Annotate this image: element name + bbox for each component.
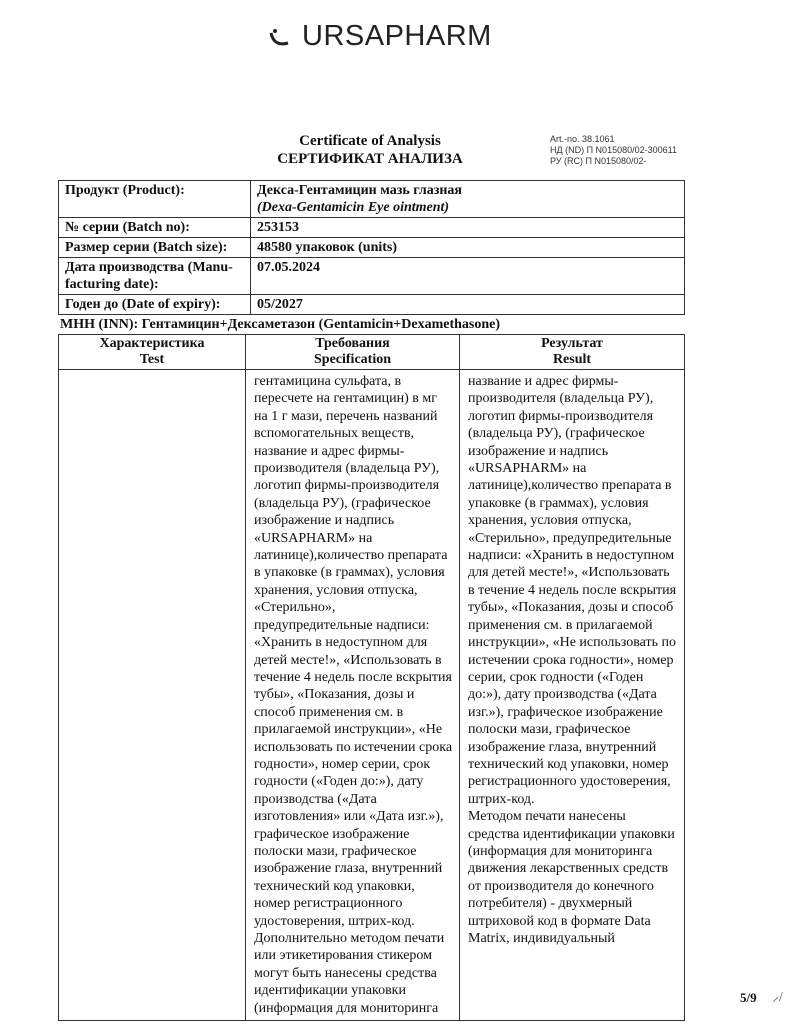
info-row-batch: [59, 218, 685, 238]
table-header: [59, 335, 685, 370]
header-en: Result: [552, 352, 592, 367]
document-title: [250, 132, 490, 168]
cell-test: [59, 370, 246, 1021]
info-value: 48580 упаковок (units): [251, 238, 685, 258]
cell-specification: гентамицина сульфата, в пересчете на гентамицин) в мг на 1 г мази, перечень названий вспомогательных веществ, название и адрес фирмы-производителя (владельца РУ), логотип фирмы-производителя (владельца РУ), (графическое изображение и надпись «URSAPHARM» на латинице),количество препарата в упаковке (в граммах), условия хранения, условия отпуска, «Стерильно», предупредительные надписи: «Хранить в недоступном для детей месте!», «Использовать в течение 4 недель после вскрытия тубы», «Показания, дозы и способ применения см. в прилагаемой инструкции», «Не использовать по истечении срока годности», номер серии, срок годности («Годен до:»), дату производства («Дата изготовления» или «Дата изг.»), графическое изображение полоски мази, графическое изображение глаза, внутренний технический код упаковки, номер регистрационного удостоверения, штрих-код. Дополнительно методом печати или этикетирования стикером могут быть нанесены средства идентификации упаковки (информация для мониторинга: [246, 370, 460, 1021]
article-number: Art.-no. 38.1061: [550, 134, 615, 144]
info-value: 07.05.2024: [251, 258, 685, 295]
info-row-expiry: [59, 295, 685, 315]
product-name-en: (Dexa-Gentamicin Eye ointment): [257, 200, 450, 215]
initials-mark-icon: ⸝/: [772, 990, 783, 1005]
document-body: [58, 180, 685, 1021]
info-label: Размер серии (Batch size):: [59, 238, 251, 258]
header-en: Test: [139, 352, 165, 367]
info-value: [251, 181, 685, 218]
analysis-table: [58, 334, 685, 1021]
ursapharm-logo: [268, 20, 492, 53]
product-name-ru: Декса-Гентамицин мазь глазная: [257, 183, 462, 198]
reference-numbers: [550, 134, 677, 167]
title-ru: СЕРТИФИКАТ АНАЛИЗА: [277, 151, 463, 167]
inn-line: МНН (INN): Гентамицин+Дексаметазон (Gentamicin+Dexamethasone): [60, 317, 501, 332]
info-label: Дата производства (Manu-facturing date):: [59, 258, 251, 295]
header-ru: Требования: [315, 336, 390, 351]
header-ru: Результат: [541, 336, 603, 351]
page-number: 5/9: [740, 990, 757, 1005]
column-header-test: [59, 335, 246, 370]
cell-result: название и адрес фирмы-производителя (владельца РУ), логотип фирмы-производителя (владельца РУ), (графическое изображение и надпись «URSAPHARM» на латинице),количество препарата в упаковке (в граммах), условия хранения, условия отпуска, «Стерильно», предупредительные надписи: «Хранить в недоступном для детей месте!», «Использовать в течение 4 недель после вскрытия тубы», «Показания, дозы и способ применения см. в прилагаемой инструкции», «Не использовать по истечении срока годности», номер серии, срок годности («Годен до:»), дату производства («Дата изг.»), графическое изображение полоски мази, графическое изображение глаза, внутренний технический код упаковки, номер регистрационного удостоверения, штрих-код. Методом печати нанесены средства идентификации упаковки (информация для мониторинга движения лекарственных средств от производителя до конечного потребителя) - двухмерный штриховой код в формате Data Matrix, индивидуальный: [460, 370, 685, 1021]
info-label: Годен до (Date of expiry):: [59, 295, 251, 315]
rc-number: РУ (RC) П N015080/02-: [550, 156, 647, 166]
header-ru: Характеристика: [99, 336, 205, 351]
column-header-result: [460, 335, 685, 370]
title-en: Certificate of Analysis: [299, 133, 441, 149]
info-label: Продукт (Product):: [59, 181, 251, 218]
info-value: 05/2027: [251, 295, 685, 315]
info-row-manufacturing-date: [59, 258, 685, 295]
bear-smile-icon: [268, 23, 296, 51]
logo-text: URSAPHARM: [302, 20, 492, 52]
header-en: Specification: [314, 352, 391, 367]
table-row: [59, 370, 685, 1021]
info-value: 253153: [251, 218, 685, 238]
info-row-batch-size: [59, 238, 685, 258]
nd-number: НД (ND) П N015080/02-300611: [550, 145, 677, 155]
info-label: № серии (Batch no):: [59, 218, 251, 238]
info-row-product: [59, 181, 685, 218]
product-info-table: [58, 180, 685, 315]
column-header-specification: [246, 335, 460, 370]
